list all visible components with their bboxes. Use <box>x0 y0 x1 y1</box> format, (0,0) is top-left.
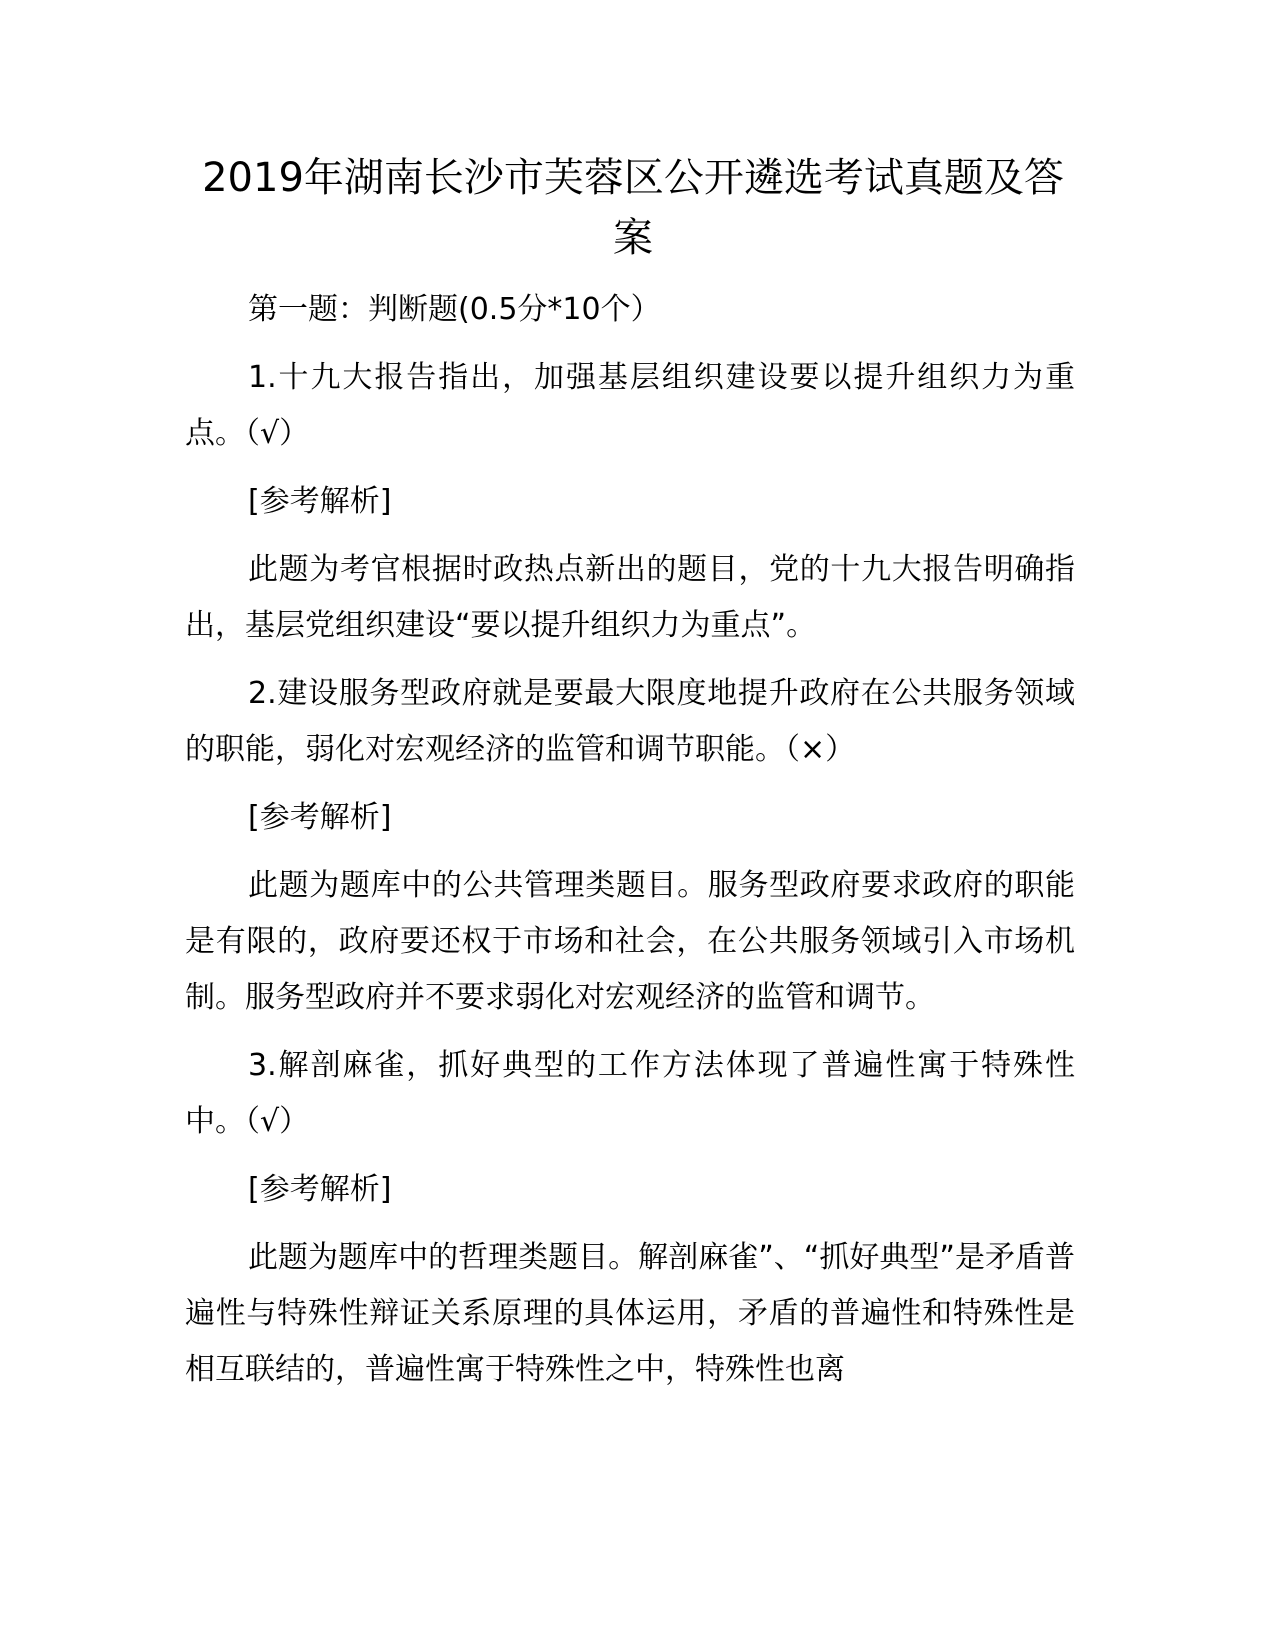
document-title: 2019年湖南长沙市芙蓉区公开遴选考试真题及答案 <box>202 155 1064 261</box>
analysis-1: 此题为考官根据时政热点新出的题目，党的十九大报告明确指出，基层党组织建设“要以提升组织力为重点”。 <box>185 552 1075 643</box>
analysis-label-2: [参考解析] <box>248 800 392 835</box>
section-heading: 第一题：判断题(0.5分*10个） <box>248 292 661 327</box>
analysis-label-1: [参考解析] <box>248 484 392 519</box>
analysis-3: 此题为题库中的哲理类题目。解剖麻雀”、“抓好典型”是矛盾普遍性与特殊性辩证关系原理的具体运用，矛盾的普遍性和特殊性是相互联结的，普遍性寓于特殊性之中，特殊性也离 <box>185 1240 1075 1387</box>
analysis-2: 此题为题库中的公共管理类题目。服务型政府要求政府的职能是有限的，政府要还权于市场和社会，在公共服务领域引入市场机制。服务型政府并不要求弱化对宏观经济的监管和调节。 <box>185 868 1075 1015</box>
analysis-label-3: [参考解析] <box>248 1172 392 1207</box>
question-1: 1.十九大报告指出，加强基层组织建设要以提升组织力为重点。（√） <box>185 360 1075 451</box>
question-3: 3.解剖麻雀，抓好典型的工作方法体现了普遍性寓于特殊性中。（√） <box>185 1048 1075 1139</box>
question-2: 2.建设服务型政府就是要最大限度地提升政府在公共服务领域的职能，弱化对宏观经济的监管和调节职能。（×） <box>185 676 1075 767</box>
